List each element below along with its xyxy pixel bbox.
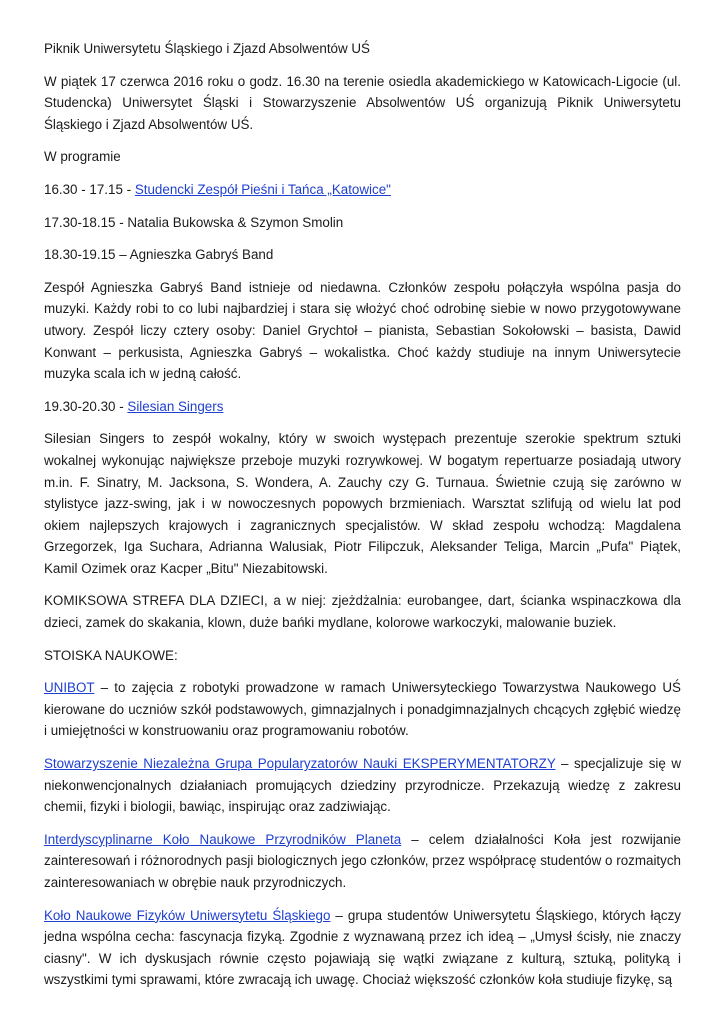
schedule-performer: Natalia Bukowska & Szymon Smolin bbox=[127, 214, 344, 230]
schedule-item bbox=[44, 179, 681, 201]
stand-link-unibot[interactable]: UNIBOT bbox=[44, 680, 95, 696]
schedule-item bbox=[44, 396, 681, 418]
stand-description: – specjalizuje się w niekonwencjonalnych działaniach promujących dziedziny przyrodnicze. Przekazują wiedzę z zakresu chemii, fizyki i biologii, bawiąc, inspirując oraz zadziwiając. bbox=[44, 756, 681, 815]
schedule-item bbox=[44, 212, 681, 234]
stand-link-kolo-fizykow[interactable]: Koło Naukowe Fizyków Uniwersytetu Śląskiego bbox=[44, 907, 331, 923]
program-heading: W programie bbox=[44, 149, 121, 165]
stand-link-eksperymentatorzy[interactable]: Stowarzyszenie Niezależna Grupa Popularyzatorów Nauki EKSPERYMENTATORZY bbox=[44, 756, 556, 772]
stand-item bbox=[44, 677, 681, 742]
kids-zone-paragraph: KOMIKSOWA STREFA DLA DZIECI, a w niej: zjeżdżalnia: eurobangee, dart, ścianka wspinaczkowa dla dzieci, zamek do skakania, klown, duże bańki mydlane, kolorowe warkoczyki, malowanie buziek. bbox=[44, 593, 681, 631]
singers-description: Silesian Singers to zespół wokalny, który w swoich występach prezentuje szerokie spektrum sztuki wokalnej wykonując największe przeboje muzyki rozrywkowej. W bogatym repertuarze posiadają utwory m.in. F. Sinatry, M. Jacksona, S. Wondera, A. Zauchy czy G. Turnaua. Świetnie czują się zarówno w stylistyce jazz-swing, jak i w nowoczesnych popowych brzmieniach. Warsztat szlifują od wielu lat pod okiem najlepszych krajowych i zagranicznych specjalistów. W skład zespołu wchodzą: Magdalena Grzegorzek, Iga Suchara, Adrianna Walusiak, Piotr Filipczuk, Aleksander Teliga, Marcin „Pufa" Piątek, Kamil Ozimek oraz Kacper „Bitu" Niezabitowski. bbox=[44, 431, 681, 576]
schedule-performer: Agnieszka Gabryś Band bbox=[129, 247, 274, 263]
schedule-link-silesian-singers[interactable]: Silesian Singers bbox=[127, 398, 224, 414]
stand-item bbox=[44, 829, 681, 894]
stand-item bbox=[44, 753, 681, 818]
band-description: Zespół Agnieszka Gabryś Band istnieje od niedawna. Członków zespołu połączyła wspólna pasja do muzyki. Każdy robi to co lubi najbardziej i stara się włożyć choć odrobinę siebie w nowo przygotowywane utwory. Zespół liczy cztery osoby: Daniel Grychtoł – pianista, Sebastian Sokołowski – basista, Dawid Konwant – perkusista, Agnieszka Gabryś – wokalistka. Choć każdy studiuje na innym Uniwersytecie muzyka scala ich w jedną całość. bbox=[44, 279, 681, 382]
schedule-item bbox=[44, 244, 681, 266]
stands-heading: STOISKA NAUKOWE: bbox=[44, 647, 178, 663]
stand-link-planeta[interactable]: Interdyscyplinarne Koło Naukowe Przyrodników Planeta bbox=[44, 831, 402, 847]
schedule-time: 16.30 - 17.15 - bbox=[44, 181, 135, 197]
intro-paragraph: W piątek 17 czerwca 2016 roku o godz. 16.30 na terenie osiedla akademickiego w Katowicach-Ligocie (ul. Studencka) Uniwersytet Śląski i Stowarzyszenie Absolwentów UŚ organizują Piknik Uniwersytetu Śląskiego i Zjazd Absolwentów UŚ. bbox=[44, 73, 681, 132]
stand-item bbox=[44, 905, 681, 991]
schedule-link-katowice[interactable]: Studencki Zespół Pieśni i Tańca „Katowice" bbox=[134, 181, 391, 197]
schedule-time: 17.30-18.15 - bbox=[44, 214, 128, 230]
document-title: Piknik Uniwersytetu Śląskiego i Zjazd Absolwentów UŚ bbox=[44, 41, 370, 56]
schedule-time: 18.30-19.15 – bbox=[44, 247, 130, 263]
stand-description: – grupa studentów Uniwersytetu Śląskiego, których łączy jedna wspólna cecha: fascynacja fizyką. Zgodnie z wyznawaną przez ich ideą – „Umysł ścisły, nie znaczy ciasny". W ich dyskusjach równie często pojawiają się wątki związane z kulturą, sztuką, polityką i wszystkimi tymi sprawami, które zwracają ich uwagę. Chociaż większość członków koła studiuje fizykę, są bbox=[44, 907, 682, 988]
schedule-time: 19.30-20.30 - bbox=[44, 398, 128, 414]
stand-description: – to zajęcia z robotyki prowadzone w ramach Uniwersyteckiego Towarzystwa Naukowego UŚ kierowane do uczniów szkół podstawowych, gimnazjalnych i ponadgimnazjalnych chcących zgłębić wiedzę i umiejętności w konstruowaniu oraz programowaniu robotów. bbox=[44, 680, 681, 739]
stand-description: – celem działalności Koła jest rozwijanie zainteresowań i różnorodnych pasji biologicznych jego członków, przez współpracę studentów o rozmaitych zainteresowaniach w obrębie nauk przyrodniczych. bbox=[44, 831, 681, 890]
